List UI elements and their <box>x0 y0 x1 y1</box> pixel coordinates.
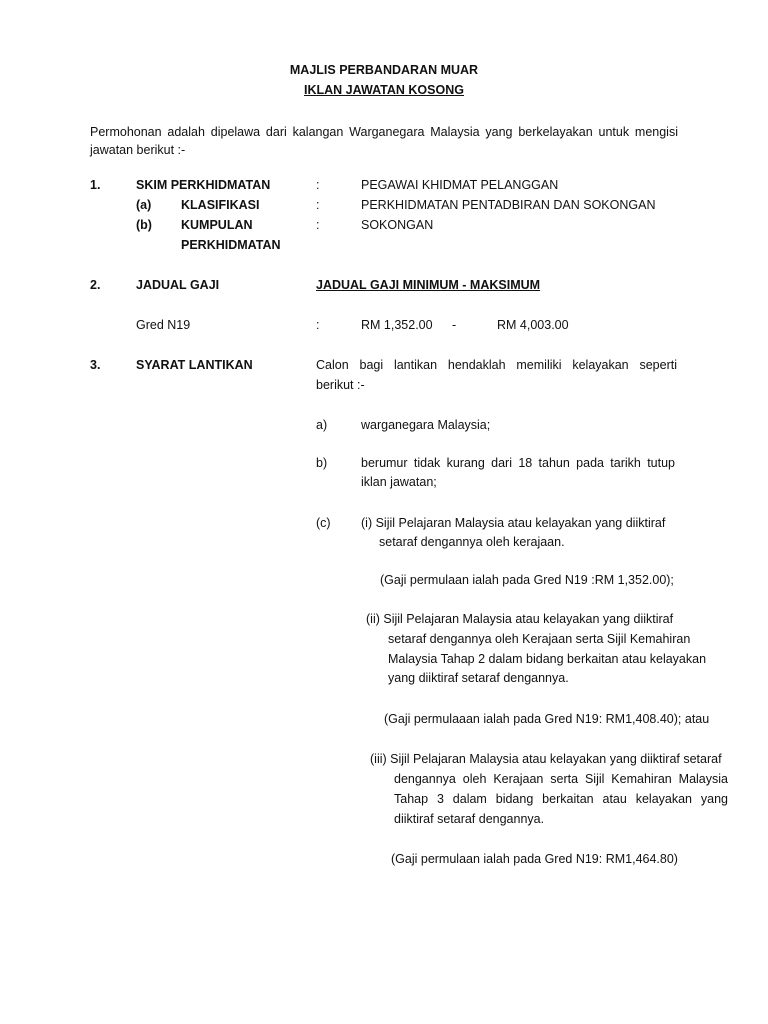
salary-minimum: RM 1,352.00 <box>361 318 433 332</box>
requirement-c-iii-line-1: (iii) Sijil Pelajaran Malaysia atau kelayakan yang diiktiraf setaraf <box>370 752 722 766</box>
requirements-intro-line-2: berikut :- <box>316 378 365 392</box>
section-1-value: PEGAWAI KHIDMAT PELANGGAN <box>361 178 559 192</box>
requirement-c-ii-line-1: (ii) Sijil Pelajaran Malaysia atau kelayakan yang diiktiraf <box>366 612 674 626</box>
salary-schedule-heading: JADUAL GAJI MINIMUM - MAKSIMUM <box>316 278 541 292</box>
requirement-c-iii-line-2: dengannya oleh Kerajaan serta Sijil Kemahiran Malaysia <box>394 772 728 786</box>
grade-colon: : <box>316 318 320 332</box>
requirement-c-iii-line-4: diiktiraf setaraf dengannya. <box>394 812 545 826</box>
section-1a-colon: : <box>316 198 320 212</box>
requirement-c-ii-line-4: yang diiktiraf setaraf dengannya. <box>388 671 569 685</box>
section-1b-label-line-2: PERKHIDMATAN <box>181 238 281 252</box>
section-1-label: SKIM PERKHIDMATAN <box>136 178 271 192</box>
organization-name: MAJLIS PERBANDARAN MUAR <box>289 63 479 77</box>
requirements-intro-line-1: Calon bagi lantikan hendaklah memiliki kelayakan seperti <box>316 358 677 372</box>
salary-dash: - <box>452 318 457 332</box>
section-3-number: 3. <box>90 358 101 372</box>
requirement-c-iii-salary: (Gaji permulaan ialah pada Gred N19: RM1,464.80) <box>391 852 678 866</box>
section-3-label: SYARAT LANTIKAN <box>136 358 253 372</box>
intro-line-1: Permohonan adalah dipelawa dari kalangan Warganegara Malaysia yang berkelayakan untuk mengisi <box>90 125 678 139</box>
section-1b-mark: (b) <box>136 218 152 232</box>
requirement-c-ii-line-3: Malaysia Tahap 2 dalam bidang berkaitan atau kelayakan <box>388 652 707 666</box>
requirement-b-mark: b) <box>316 456 328 470</box>
requirement-c-mark: (c) <box>316 516 331 530</box>
section-2-label: JADUAL GAJI <box>136 278 220 292</box>
section-1b-value: SOKONGAN <box>361 218 434 232</box>
document-title: IKLAN JAWATAN KOSONG <box>304 83 464 97</box>
section-1a-mark: (a) <box>136 198 152 212</box>
section-1-colon: : <box>316 178 320 192</box>
section-1a-label: KLASIFIKASI <box>181 198 260 212</box>
requirement-a-text: warganegara Malaysia; <box>361 418 491 432</box>
section-1b-colon: : <box>316 218 320 232</box>
requirement-b-line-2: iklan jawatan; <box>361 475 437 489</box>
section-1a-value: PERKHIDMATAN PENTADBIRAN DAN SOKONGAN <box>361 198 656 212</box>
section-2-number: 2. <box>90 278 101 292</box>
section-1-number: 1. <box>90 178 101 192</box>
requirement-c-i-salary: (Gaji permulaan ialah pada Gred N19 :RM 1,352.00); <box>380 573 674 587</box>
section-1b-label-line-1: KUMPULAN <box>181 218 253 232</box>
requirement-c-i-line-1: (i) Sijil Pelajaran Malaysia atau kelayakan yang diiktiraf <box>361 516 666 530</box>
grade-label: Gred N19 <box>136 318 191 332</box>
intro-line-2: jawatan berikut :- <box>90 143 186 157</box>
requirement-c-ii-salary: (Gaji permulaaan ialah pada Gred N19: RM1,408.40); atau <box>384 712 710 726</box>
salary-maximum: RM 4,003.00 <box>497 318 569 332</box>
requirement-c-i-line-2: setaraf dengannya oleh kerajaan. <box>379 535 565 549</box>
requirement-a-mark: a) <box>316 418 328 432</box>
requirement-c-ii-line-2: setaraf dengannya oleh Kerajaan serta Sijil Kemahiran <box>388 632 691 646</box>
requirement-c-iii-line-3: Tahap 3 dalam bidang berkaitan atau kelayakan yang <box>394 792 728 806</box>
requirement-b-line-1: berumur tidak kurang dari 18 tahun pada tarikh tutup <box>361 456 675 470</box>
